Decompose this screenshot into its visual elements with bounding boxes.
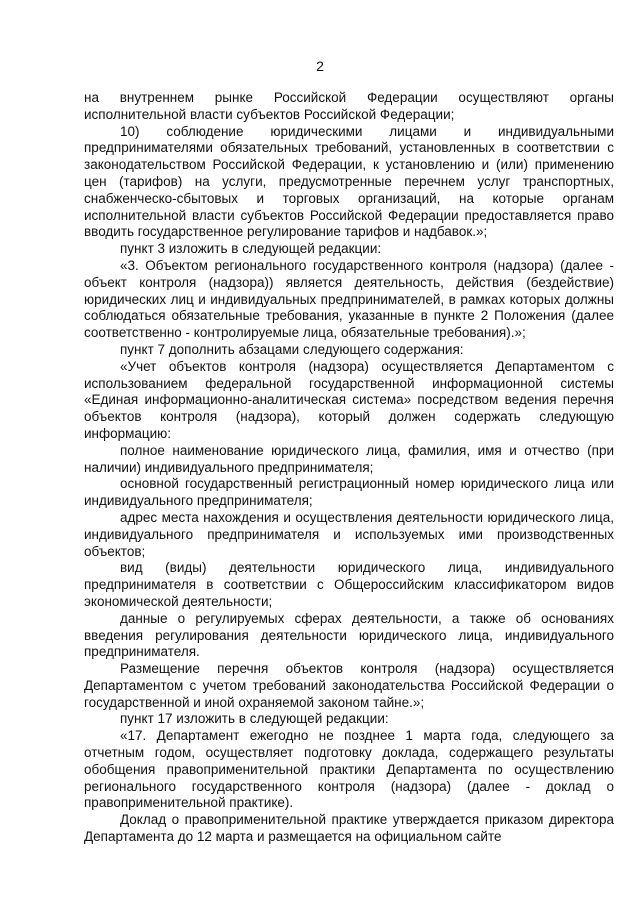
paragraph: пункт 7 дополнить абзацами следующего содержания: [120,341,464,357]
paragraph: пункт 3 изложить в следующей редакции: [120,241,382,257]
paragraph: Размещение перечня объектов контроля (надзора) осуществляется Департаментом с учетом требований законодательства Российской Федерации о государственной и иной охраняемой законом тайне.»; [84,661,614,710]
paragraph: 10) соблюдение юридическими лицами и индивидуальными предпринимателями обязательных требований, установленных в соответствии с законодательством Российской Федерации, к установлению и (или) применению цен (тарифов) на услуги, предусмотренные перечнем услуг транспортных, снабженческо-сбытовых и торговых организаций, на которые органам исполнительной власти субъектов Российской Федерации предоставляется право вводить государственное регулирование тарифов и надбавок.»; [84,123,614,240]
paragraph: «17. Департамент ежегодно не позднее 1 марта года, следующего за отчетным годом, осуществляет подготовку доклада, содержащего результаты обобщения правоприменительной практики Департамента по осуществлению регионального государственного контроля (надзора) (далее - доклад о правоприменительной практике). [84,728,614,811]
paragraph: «Учет объектов контроля (надзора) осуществляется Департаментом с использованием федеральной государственной информационной системы «Единая информационно-аналитическая система» посредством ведения перечня объектов контроля (надзора), который должен содержать следующую информацию: [84,358,614,441]
paragraph: полное наименование юридического лица, фамилия, имя и отчество (при наличии) индивидуального предпринимателя; [84,442,614,475]
paragraph: на внутреннем рынке Российской Федерации осуществляют органы исполнительной власти субъектов Российской Федерации; [84,90,614,122]
paragraph: пункт 17 изложить в следующей редакции: [120,711,389,727]
page-number: 2 [316,58,324,74]
paragraph: адрес места нахождения и осуществления деятельности юридического лица, индивидуального предпринимателя и используемых ими производственных объектов; [84,509,614,559]
document-body [84,90,614,846]
paragraph: данные о регулируемых сферах деятельности, а также об основаниях введения регулирования деятельности юридического лица, индивидуального предпринимателя. [84,610,614,660]
paragraph: вид (виды) деятельности юридического лица, индивидуального предпринимателя в соответствии с Общероссийским классификатором видов экономической деятельности; [84,560,614,609]
paragraph: Доклад о правоприменительной практике утверждается приказом директора Департамента до 12 марта и размещается на официальном сайте [84,812,614,845]
paragraph: основной государственный регистрационный номер юридического лица или индивидуального предпринимателя; [84,476,614,509]
paragraph: «3. Объектом регионального государственного контроля (надзора) (далее - объект контроля (надзора)) является деятельность, действия (бездействие) юридических лиц и индивидуальных предпринимателей, в рамках которых должны соблюдаться обязательные требования, указанные в пункте 2 Положения (далее соответственно - контролируемые лица, обязательные требования).»; [84,257,614,341]
